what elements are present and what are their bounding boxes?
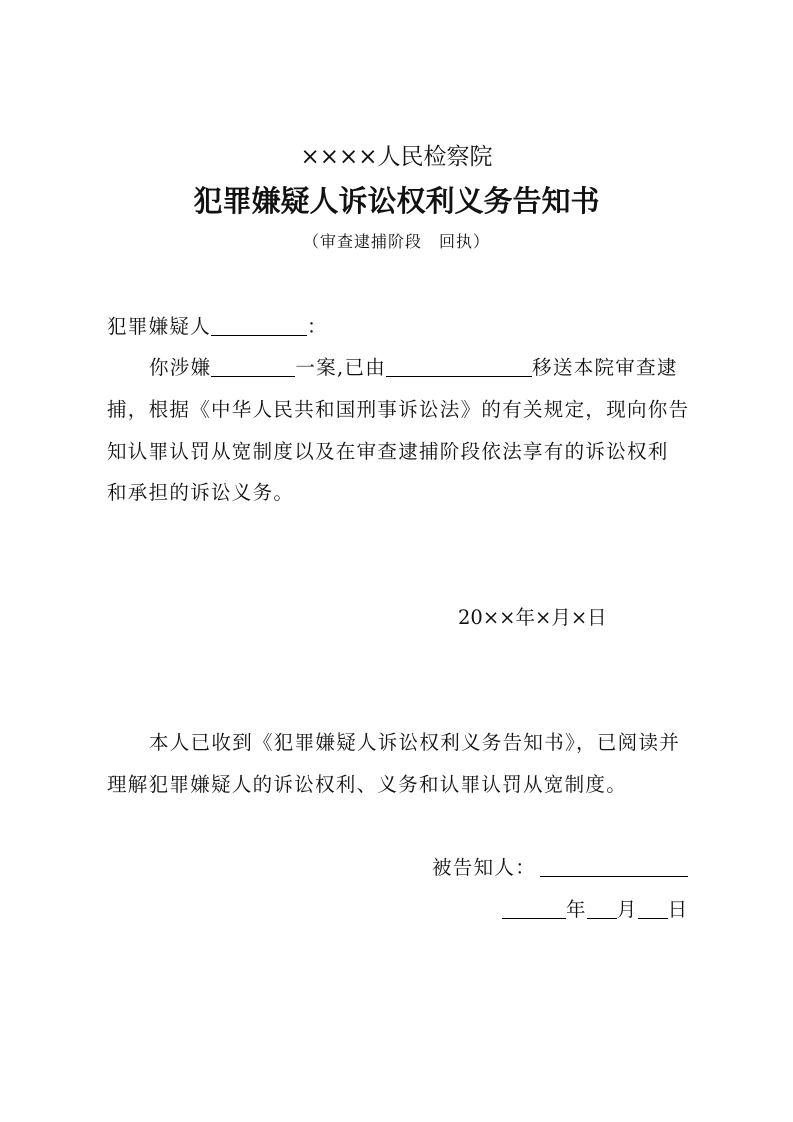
suspect-name-blank[interactable]	[211, 317, 307, 336]
text: 一案,已由	[295, 356, 387, 379]
notice-line-1	[149, 358, 678, 378]
receipt-line-2: 理解犯罪嫌疑人的诉讼权利、义务和认罪认罚从宽制度。	[107, 773, 628, 796]
notice-line-3: 知认罪认罚从宽制度以及在审查逮捕阶段依法享有的诉讼权利	[107, 440, 669, 463]
day-blank[interactable]	[638, 900, 668, 919]
signer-line	[432, 858, 688, 878]
organization-name: ××××人民检察院	[300, 144, 493, 170]
notice-date: 20××年×月×日	[458, 606, 607, 629]
year-blank[interactable]	[502, 900, 566, 919]
notice-line-4: 和承担的诉讼义务。	[107, 481, 295, 504]
notice-line-2: 捕，根据《中华人民共和国刑事诉讼法》的有关规定，现向你告	[107, 398, 690, 421]
receipt-line-1: 本人已收到《犯罪嫌疑人诉讼权利义务告知书》，已阅读并	[149, 731, 681, 754]
day-label: 日	[667, 898, 689, 921]
salutation-line	[107, 317, 328, 337]
signature-date-line	[502, 900, 688, 920]
year-label: 年	[566, 898, 587, 921]
text: 你涉嫌	[149, 356, 212, 379]
document-subtitle: （审查逮捕阶段 回执）	[302, 232, 490, 251]
month-label: 月	[616, 898, 638, 921]
signer-name-blank[interactable]	[540, 858, 688, 877]
charge-blank[interactable]	[211, 358, 295, 377]
text: 移送本院审查逮	[532, 356, 678, 379]
month-blank[interactable]	[587, 900, 617, 919]
document-title: 犯罪嫌疑人诉讼权利义务告知书	[193, 184, 600, 218]
transferring-agency-blank[interactable]	[386, 358, 532, 377]
signer-label: 被告知人：	[432, 856, 537, 879]
salutation-label: 犯罪嫌疑人	[107, 315, 212, 338]
salutation-colon: ：	[307, 315, 328, 338]
